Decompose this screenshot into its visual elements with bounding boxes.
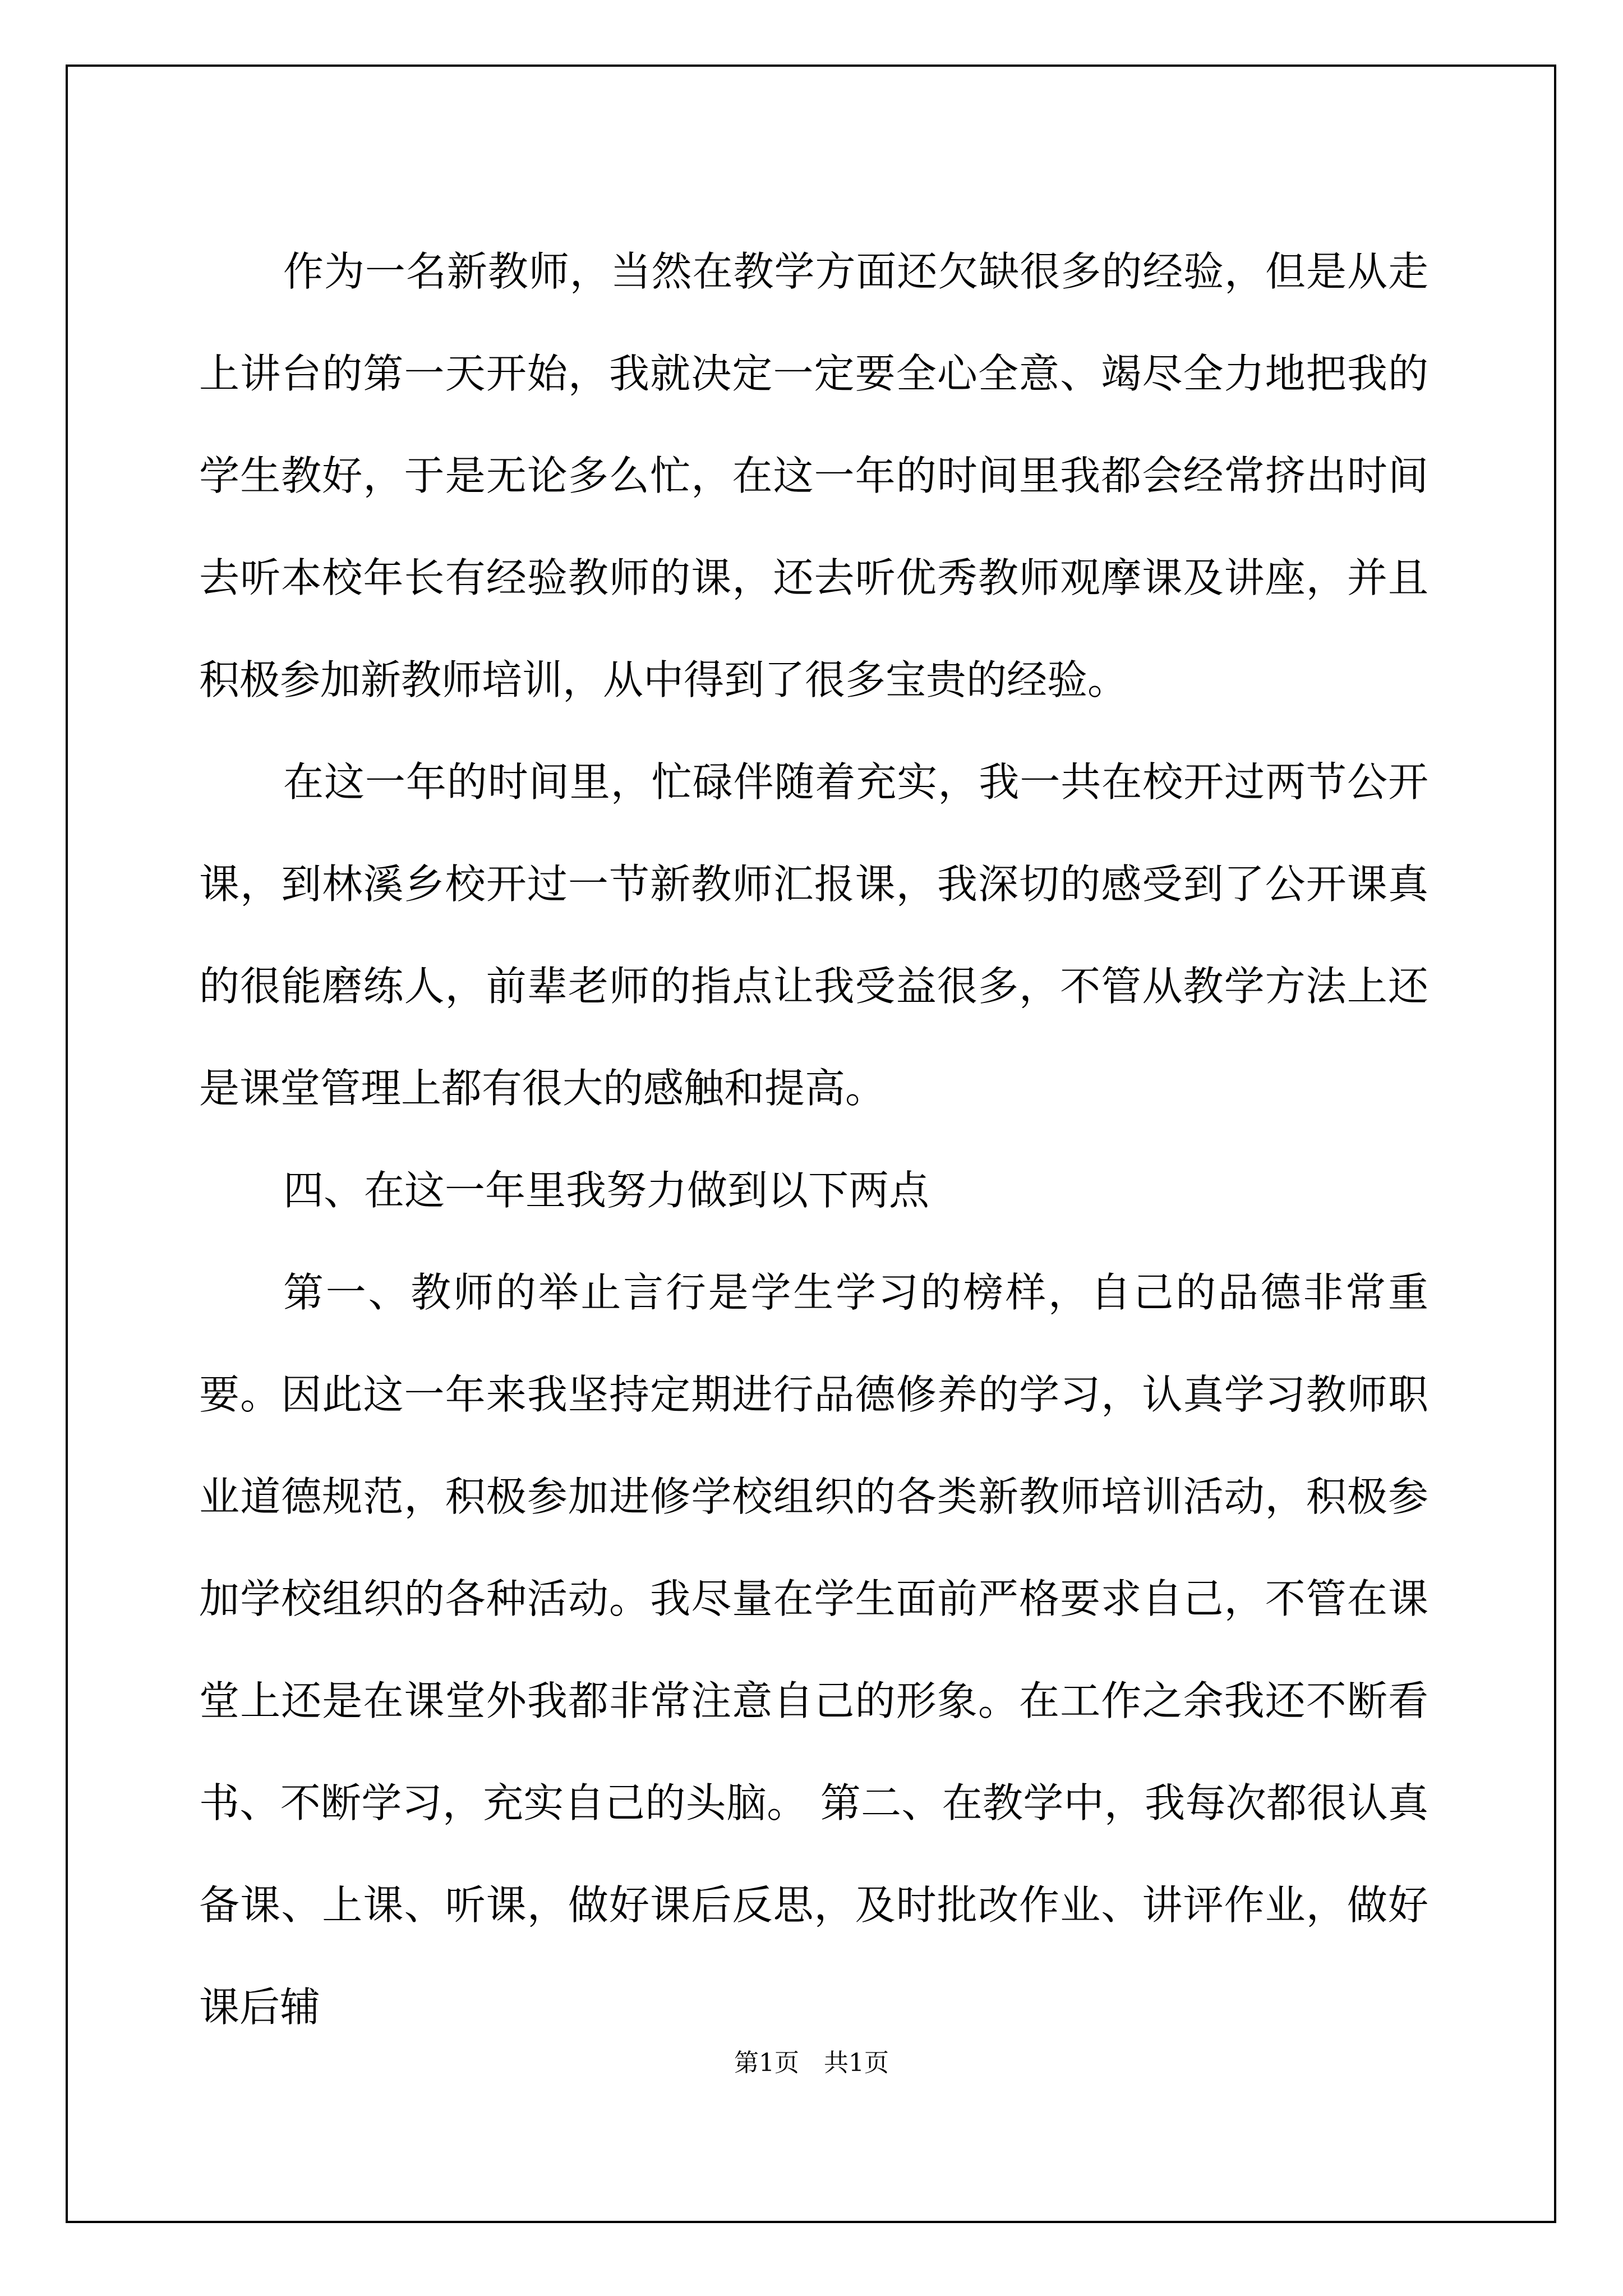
paragraph-2: 在这一年的时间里，忙碌伴随着充实，我一共在校开过两节公开课，到林溪乡校开过一节新教师汇报课，我深切的感受到了公开课真的很能磨练人，前辈老师的指点让我受益很多，不管从教学方法上还是课堂管理上都有很大的感触和提高。: [199, 758, 1428, 1112]
section-heading: 四、在这一年里我努力做到以下两点: [283, 1167, 930, 1214]
page-number: 第1页: [734, 2049, 799, 2077]
page-total: 共1页: [824, 2049, 889, 2077]
paragraph-1: 作为一名新教师，当然在教学方面还欠缺很多的经验，但是从走上讲台的第一天开始，我就决定一定要全心全意、竭尽全力地把我的学生教好，于是无论多么忙，在这一年的时间里我都会经常挤出时间去听本校年长有经验教师的课，还去听优秀教师观摩课及讲座，并且积极参加新教师培训，从中得到了很多宝贵的经验。: [199, 248, 1428, 703]
document-body: [199, 220, 1428, 2058]
paragraph-3: 第一、教师的举止言行是学生学习的榜样，自己的品德非常重要。因此这一年来我坚持定期进行品德修养的学习，认真学习教师职业道德规范，积极参加进修学校组织的各类新教师培训活动，积极参加学校组织的各种活动。我尽量在学生面前严格要求自己，不管在课堂上还是在课堂外我都非常注意自己的形象。在工作之余我还不断看书、不断学习，充实自己的头脑。 第二、在教学中，我每次都很认真备课、上课、听课，做好课后反思，及时批改作业、讲评作业，做好课后辅: [199, 1269, 1428, 2031]
page-footer: [0, 2046, 1623, 2080]
